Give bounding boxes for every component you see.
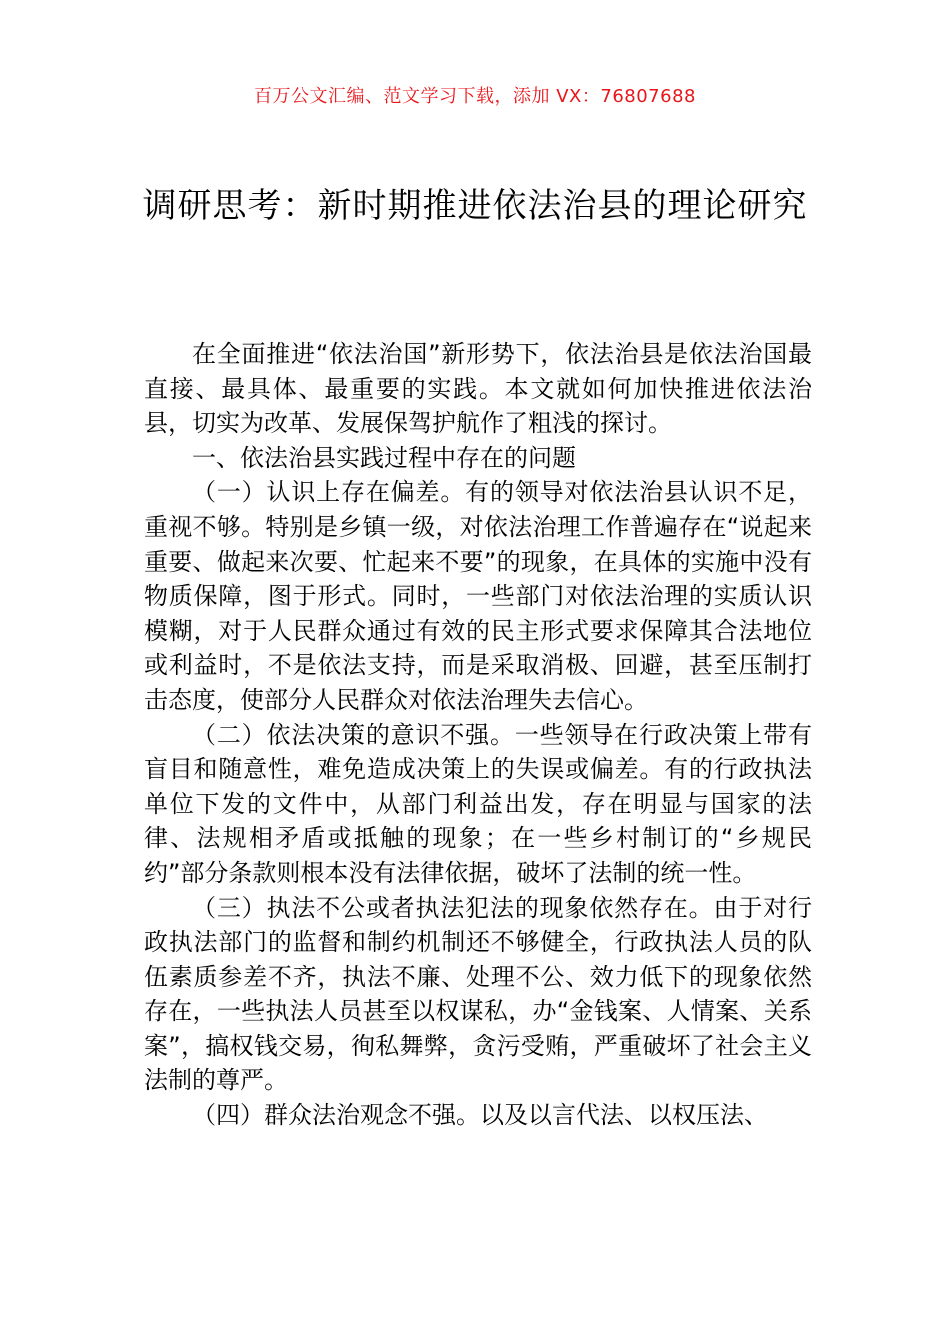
header-watermark-note: 百万公文汇编、范文学习下载，添加 VX：76807688 [254,86,696,107]
document-body [144,337,812,1133]
paragraph-item-2: （二）依法决策的意识不强。一些领导在行政决策上带有盲目和随意性，难免造成决策上的失误或偏差。有的行政执法单位下发的文件中，从部门利益出发，存在明显与国家的法律、法规相矛盾或抵触的现象；在一些乡村制订的“乡规民约”部分条款则根本没有法律依据，破坏了法制的统一性。 [144,720,812,887]
paragraph-item-3: （三）执法不公或者执法犯法的现象依然存在。由于对行政执法部门的监督和制约机制还不够健全，行政执法人员的队伍素质参差不齐，执法不廉、处理不公、效力低下的现象依然存在，一些执法人员甚至以权谋私，办“金钱案、人情案、关系案”，搞权钱交易，徇私舞弊，贪污受贿，严重破坏了社会主义法制的尊严。 [144,893,812,1095]
paragraph-intro: 在全面推进“依法治国”新形势下，依法治县是依法治国最直接、最具体、最重要的实践。本文就如何加快推进依法治县，切实为改革、发展保驾护航作了粗浅的探讨。 [144,340,812,438]
paragraph-item-4: （四）群众法治观念不强。以及以言代法、以权压法、 [192,1101,768,1130]
paragraph-item-1: （一）认识上存在偏差。有的领导对依法治县认识不足，重视不够。特别是乡镇一级，对依法治理工作普遍存在“说起来重要、做起来次要、忙起来不要”的现象，在具体的实施中没有物质保障，图于形式。同时，一些部门对依法治理的实质认识模糊，对于人民群众通过有效的民主形式要求保障其合法地位或利益时，不是依法支持，而是采取消极、回避，甚至压制打击态度，使部分人民群众对依法治理失去信心。 [144,478,812,714]
document-title: 调研思考：新时期推进依法治县的理论研究 [142,186,808,226]
section-heading-1: 一、依法治县实践过程中存在的问题 [192,443,576,472]
